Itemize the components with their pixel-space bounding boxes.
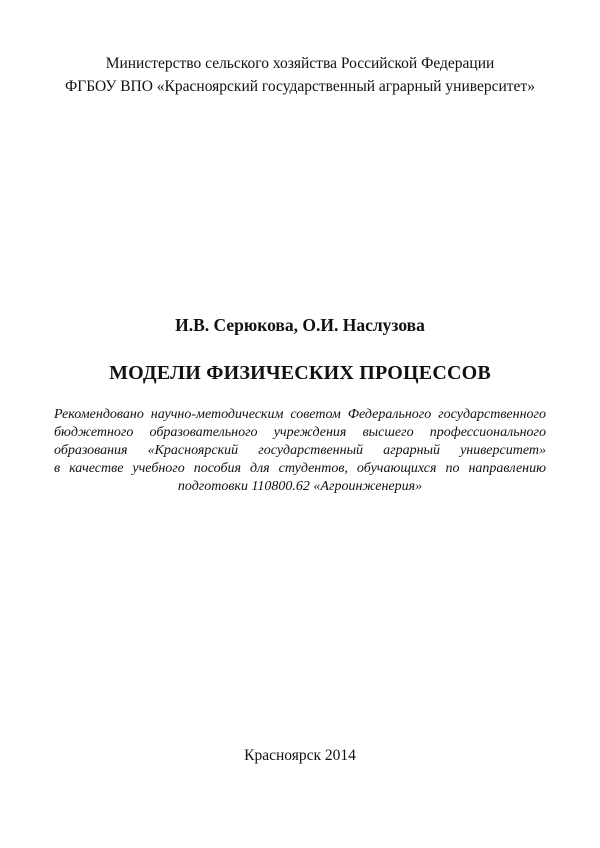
institution-header bbox=[0, 52, 600, 98]
university-line: ФГБОУ ВПО «Красноярский государственный аграрный университет» bbox=[65, 78, 535, 95]
ministry-line: Министерство сельского хозяйства Российской Федерации bbox=[105, 55, 495, 72]
recommendation-line: бюджетного образовательного учреждения высшего профессионального bbox=[54, 425, 546, 440]
book-title: МОДЕЛИ ФИЗИЧЕСКИХ ПРОЦЕССОВ bbox=[109, 362, 491, 384]
authors: И.В. Серюкова, О.И. Наслузова bbox=[175, 315, 425, 335]
recommendation-line: в качестве учебного пособия для студентов, обучающихся по направлению bbox=[54, 461, 546, 476]
recommendation-line: образования «Красноярский государственный аграрный университет» bbox=[54, 443, 546, 458]
recommendation-line: подготовки 110800.62 «Агроинженерия» bbox=[177, 479, 423, 494]
city-year: Красноярск 2014 bbox=[244, 747, 356, 764]
recommendation-text bbox=[54, 406, 546, 496]
recommendation-line: Рекомендовано научно-методическим советом Федерального государственного bbox=[54, 407, 546, 422]
